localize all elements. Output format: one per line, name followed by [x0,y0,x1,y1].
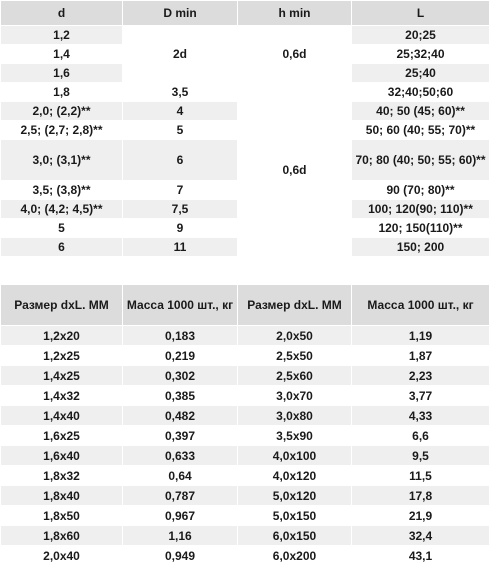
cell-h-min-group: 0,6d [238,83,352,257]
cell-size: 1,2x20 [1,326,123,346]
cell-d: 1,8 [1,83,123,102]
cell-size: 3,0x80 [238,406,352,426]
table-row [1,426,489,446]
cell-mass: 0,302 [123,366,238,386]
cell-d: 2,5; (2,7; 2,8)** [1,121,123,140]
cell-mass: 1,19 [352,326,489,346]
table-row [1,466,489,486]
cell-mass: 21,9 [352,506,489,526]
cell-d: 1,6 [1,64,123,83]
cell-mass: 9,5 [352,446,489,466]
cell-mass: 0,482 [123,406,238,426]
cell-mass: 0,64 [123,466,238,486]
mass-table [0,284,489,566]
cell-l: 90 (70; 80)** [352,181,489,200]
cell-size: 3,5x90 [238,426,352,446]
cell-size: 3,0x70 [238,386,352,406]
cell-size: 1,4x32 [1,386,123,406]
header-h-min: h min [238,1,352,26]
cell-size: 1,8x50 [1,506,123,526]
header-mass-2: Масса 1000 шт., кг [352,285,489,326]
table-row [1,506,489,526]
cell-l: 120; 150(110)** [352,219,489,238]
cell-mass: 3,77 [352,386,489,406]
cell-d-min: 11 [123,238,238,257]
cell-mass: 2,23 [352,366,489,386]
cell-mass: 1,16 [123,526,238,546]
header-size-1: Размер dxL. ММ [1,285,123,326]
cell-d: 2,0; (2,2)** [1,102,123,121]
cell-size: 6,0x200 [238,546,352,566]
table-row [1,326,489,346]
cell-l: 25;40 [352,64,489,83]
cell-h-min-group: 0,6d [238,26,352,83]
header-l: L [352,1,489,26]
table-row [1,486,489,506]
cell-d-min: 7 [123,181,238,200]
cell-d-min: 5 [123,121,238,140]
table-row [1,526,489,546]
table-row [1,446,489,466]
table-row [1,386,489,406]
cell-d: 5 [1,219,123,238]
table-row [1,26,489,45]
cell-mass: 0,787 [123,486,238,506]
cell-size: 2,0x40 [1,546,123,566]
cell-mass: 0,397 [123,426,238,446]
header-mass-1: Масса 1000 шт., кг [123,285,238,326]
cell-d-min: 4 [123,102,238,121]
cell-l: 150; 200 [352,238,489,257]
cell-size: 1,8x60 [1,526,123,546]
cell-d: 1,2 [1,26,123,45]
cell-d-min-group: 2d [123,26,238,83]
cell-d: 1,4 [1,45,123,64]
cell-mass: 0,183 [123,326,238,346]
table-row [1,346,489,366]
cell-size: 1,8x32 [1,466,123,486]
cell-size: 1,6x25 [1,426,123,446]
cell-size: 5,0x120 [238,486,352,506]
cell-d-min: 7,5 [123,200,238,219]
cell-l: 40; 50 (45; 60)** [352,102,489,121]
cell-l: 32;40;50;60 [352,83,489,102]
cell-size: 4,0x120 [238,466,352,486]
cell-l: 20;25 [352,26,489,45]
cell-l: 25;32;40 [352,45,489,64]
cell-d: 3,5; (3,8)** [1,181,123,200]
table-header-row [1,1,489,26]
dimensions-table [0,0,489,257]
cell-l: 100; 120(90; 110)** [352,200,489,219]
cell-size: 1,8x40 [1,486,123,506]
mass-table-body [1,326,489,566]
header-d-min: D min [123,1,238,26]
cell-size: 1,4x40 [1,406,123,426]
cell-d: 6 [1,238,123,257]
cell-d-min: 3,5 [123,83,238,102]
cell-mass: 43,1 [352,546,489,566]
table-row [1,83,489,102]
cell-d: 3,0; (3,1)** [1,140,123,181]
header-d: d [1,1,123,26]
cell-d-min: 6 [123,140,238,181]
cell-mass: 0,949 [123,546,238,566]
cell-size: 4,0x100 [238,446,352,466]
table-row [1,546,489,566]
cell-mass: 32,4 [352,526,489,546]
table-header-row [1,285,489,326]
cell-size: 1,4x25 [1,366,123,386]
cell-l: 50; 60 (40; 55; 70)** [352,121,489,140]
cell-size: 2,5x50 [238,346,352,366]
cell-size: 1,2x25 [1,346,123,366]
cell-size: 5,0x150 [238,506,352,526]
cell-mass: 0,633 [123,446,238,466]
cell-size: 6,0x150 [238,526,352,546]
cell-size: 1,6x40 [1,446,123,466]
header-size-2: Размер dxL. ММ [238,285,352,326]
cell-l: 70; 80 (40; 50; 55; 60)** [352,140,489,181]
table-row [1,406,489,426]
cell-mass: 0,967 [123,506,238,526]
cell-mass: 0,385 [123,386,238,406]
table-row [1,366,489,386]
cell-size: 2,5x60 [238,366,352,386]
cell-mass: 17,8 [352,486,489,506]
cell-mass: 1,87 [352,346,489,366]
cell-mass: 0,219 [123,346,238,366]
cell-mass: 11,5 [352,466,489,486]
cell-mass: 4,33 [352,406,489,426]
cell-size: 2,0x50 [238,326,352,346]
cell-d: 4,0; (4,2; 4,5)** [1,200,123,219]
cell-mass: 6,6 [352,426,489,446]
cell-d-min: 9 [123,219,238,238]
